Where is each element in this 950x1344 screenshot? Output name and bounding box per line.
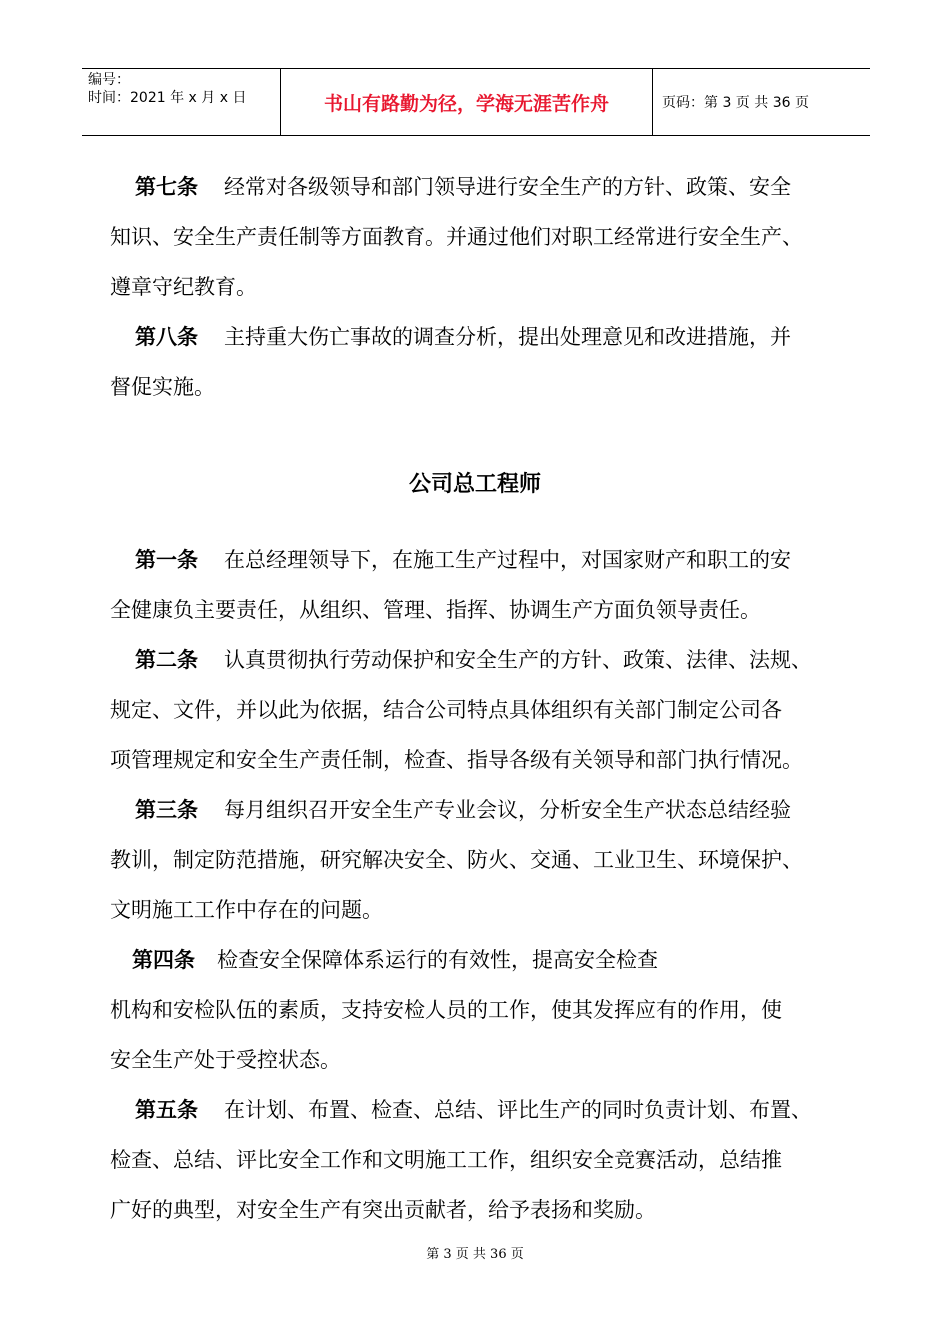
article-text-line: 检查、总结、评比安全工作和文明施工工作，组织安全竞赛活动，总结推: [110, 1148, 782, 1172]
article-text-line: 每月组织召开安全生产专业会议，分析安全生产状态总结经验: [224, 798, 791, 822]
document-body-top: [110, 162, 850, 412]
article-number: 第一条: [135, 548, 198, 572]
article-text-line: 广好的典型，对安全生产有突出贡献者，给予表扬和奖励。: [110, 1198, 656, 1222]
article-paragraph: [110, 312, 850, 362]
page-footer: [0, 1246, 950, 1264]
article-text-line: 主持重大伤亡事故的调查分析，提出处理意见和改进措施，并: [224, 325, 791, 349]
article-number: 第八条: [135, 325, 198, 349]
article-paragraph: [110, 535, 850, 585]
header-motto-cell: [281, 69, 653, 135]
article-text-line: 经常对各级领导和部门领导进行安全生产的方针、政策、安全: [224, 175, 791, 199]
header-meta-cell: [82, 69, 281, 135]
document-body-bottom: [110, 535, 850, 1235]
article-text-line: 认真贯彻执行劳动保护和安全生产的方针、政策、法律、法规、: [224, 648, 812, 672]
document-number-label: 编号：: [88, 72, 130, 88]
header-page-cell: [653, 69, 870, 135]
document-date-label: 时间：2021 年 x 月 x 日: [88, 90, 247, 106]
article-paragraph: [110, 1085, 850, 1135]
article-text-line: 督促实施。: [110, 375, 215, 399]
article-text-line: 教训，制定防范措施，研究解决安全、防火、交通、工业卫生、环境保护、: [110, 848, 803, 872]
article-text-line: 文明施工工作中存在的问题。: [110, 898, 383, 922]
article-number: 第五条: [135, 1098, 198, 1122]
article-text-line: 安全生产处于受控状态。: [110, 1048, 341, 1072]
article-paragraph: [110, 635, 850, 685]
header-motto: 书山有路勤为径，学海无涯苦作舟: [323, 92, 609, 115]
footer-page-number: 第 3 页 共 36 页: [426, 1247, 524, 1262]
article-paragraph: [110, 785, 850, 835]
article-text-line: 遵章守纪教育。: [110, 275, 257, 299]
section-title: 公司总工程师: [408, 472, 541, 497]
article-text-line: 项管理规定和安全生产责任制，检查、指导各级有关领导和部门执行情况。: [110, 748, 803, 772]
article-text-line: 规定、文件，并以此为依据，结合公司特点具体组织有关部门制定公司各: [110, 698, 782, 722]
article-paragraph: [110, 935, 850, 985]
article-number: 第七条: [135, 175, 198, 199]
page-header: [82, 68, 870, 136]
article-text-line: 全健康负主要责任，从组织、管理、指挥、协调生产方面负领导责任。: [110, 598, 761, 622]
article-text-line: 在总经理领导下，在施工生产过程中，对国家财产和职工的安: [224, 548, 791, 572]
article-text-line: 机构和安检队伍的素质，支持安检人员的工作，使其发挥应有的作用，使: [110, 998, 782, 1022]
article-paragraph: [110, 162, 850, 212]
header-page-info: 页码：第 3 页 共 36 页: [662, 95, 809, 111]
article-number: 第四条: [132, 948, 195, 972]
article-number: 第二条: [135, 648, 198, 672]
article-text-line: 检查安全保障体系运行的有效性，提高安全检查: [217, 948, 658, 972]
article-text-line: 在计划、布置、检查、总结、评比生产的同时负责计划、布置、: [224, 1098, 812, 1122]
article-number: 第三条: [135, 798, 198, 822]
article-text-line: 知识、安全生产责任制等方面教育。并通过他们对职工经常进行安全生产、: [110, 225, 803, 249]
